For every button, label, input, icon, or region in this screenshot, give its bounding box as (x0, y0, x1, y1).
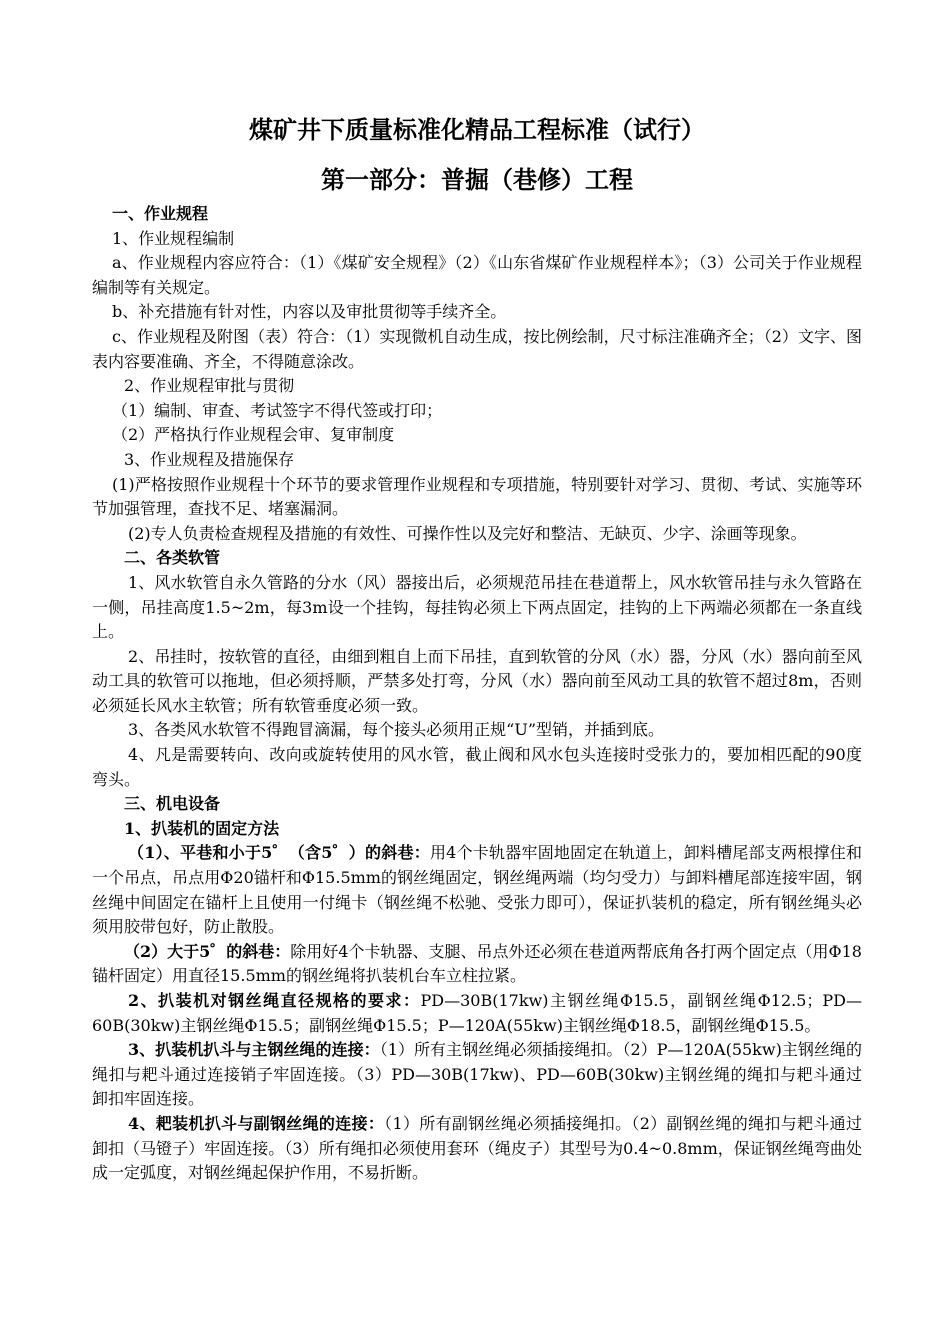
paragraph-1b: b、补充措施有针对性，内容以及审批贯彻等手续齐全。 (112, 302, 507, 322)
paragraph-1-3-2: (2)专人负责检查规程及措施的有效性、可操作性以及完好和整洁、无缺页、少字、涂画等现象。 (128, 523, 807, 543)
subheading-1-2: 2、作业规程审批与贯彻 (124, 376, 295, 396)
paragraph-3-5-lead: 4、耙装机扒斗与副钢丝绳的连接： (128, 1113, 385, 1133)
paragraph-3-3-lead: 2、扒装机对钢丝绳直径规格的要求： (128, 991, 421, 1010)
paragraph-3-4-text: （1）所有主钢丝绳必须插接绳扣。（2）P—120A(55kw)主钢丝绳的绳扣与耙斗通过连接销子牢固连接。（3）PD—30B(17kw)、PD—60B(30kw)主钢丝绳的绳扣与耙斗通过卸扣牢固连接。 (92, 1040, 862, 1109)
paragraph-1-3-1: (1)严格按照作业规程十个环节的要求管理作业规程和专项措施，特别要针对学习、贯彻、考试、实施等环节加强管理，查找不足、堵塞漏洞。 (92, 474, 862, 519)
paragraph-2-4: 4、凡是需要转向、改向或旋转使用的风水管，截止阀和风水包头连接时受张力的，要加相匹配的90度弯头。 (92, 745, 862, 789)
paragraph-2-3: 3、各类风水软管不得跑冒滴漏，每个接头必须用正规“U”型销，并插到底。 (128, 720, 665, 740)
paragraph-1-2-2: （2）严格执行作业规程会审、复审制度 (112, 425, 395, 445)
paragraph-2-1: 1、风水软管自永久管路的分水（风）器接出后，必须规范吊挂在巷道帮上，风水软管吊挂与永久管路在一侧，吊挂高度1.5~2m，每3m设一个挂钩，每挂钩必须上下两点固定，挂钩的上下两端必须都在一条直线上。 (92, 572, 862, 642)
paragraph-3-1-text: 用4个卡轨器牢固地固定在轨道上，卸料槽尾部支两根撑住和一个吊点，吊点用Φ20锚杆和Φ15.5mm的钢丝绳固定，钢丝绳两端（均匀受力）与卸料槽尾部连接牢固，钢丝绳中间固定在锚杆上且使用一付绳卡（钢丝绳不松驰、受张力即可），保证扒装机的稳定，所有钢丝绳头必须用胶带包好，防止散股。 (92, 843, 862, 937)
paragraph-3-2-lead: （2）大于5゜的斜巷： (124, 941, 291, 961)
subheading-1-3: 3、作业规程及措施保存 (124, 449, 295, 469)
paragraph-3-4-lead: 3、扒装机扒斗与主钢丝绳的连接： (128, 1040, 380, 1060)
paragraph-3-1-lead: （1）、平巷和小于5゜（含5゜）的斜巷： (128, 843, 430, 863)
paragraph-1-2-1: （1）编制、审查、考试签字不得代签或打印； (112, 400, 443, 420)
section-heading-3: 三、机电设备 (124, 794, 221, 814)
paragraph-1a: a、作业规程内容应符合：（1）《煤矿安全规程》（2）《山东省煤矿作业规程样本》；（3）公司关于作业规程编制等有关规定。 (92, 253, 862, 297)
paragraph-3-4 (92, 1038, 862, 1112)
paragraph-3-1 (92, 841, 862, 939)
paragraph-3-5-text: （1）所有副钢丝绳必须插接绳扣。（2）副钢丝绳的绳扣与耙斗通过卸扣（马镫子）牢固连接。（3）所有绳扣必须使用套环（绳皮子）其型号为0.4~0.8mm，保证钢丝绳弯曲处成一定弧度，对钢丝绳起保护作用，不易折断。 (92, 1113, 862, 1183)
paragraph-1c: c、作业规程及附图（表）符合：（1）实现微机自动生成，按比例绘制，尺寸标注准确齐全；（2）文字、图表内容要准确、齐全，不得随意涂改。 (92, 326, 862, 371)
subheading-1-1: 1、作业规程编制 (112, 228, 235, 248)
document-subtitle: 第一部分：普掘（巷修）工程 (321, 165, 633, 194)
document-title: 煤矿井下质量标准化精品工程标准（试行） (249, 115, 705, 144)
paragraph-3-3-text: PD—30B(17kw)主钢丝绳Φ15.5，副钢丝绳Φ12.5；PD—60B(30kw)主钢丝绳Φ15.5；副钢丝绳Φ15.5；P—120A(55kw)主钢丝绳Φ18.5，副钢丝绳Φ15.5。 (92, 991, 862, 1035)
document-body (92, 202, 862, 1186)
paragraph-3-2-text: 除用好4个卡轨器、支腿、吊点外还必须在巷道两帮底角各打两个固定点（用Φ18锚杆固定）用直径15.5mm的钢丝绳将扒装机台车立柱拉紧。 (92, 941, 862, 986)
section-heading-1: 一、作业规程 (112, 204, 209, 223)
paragraph-3-2 (92, 940, 862, 989)
paragraph-3-5 (92, 1112, 862, 1186)
subheading-3-1: 1、扒装机的固定方法 (124, 818, 280, 838)
section-heading-2: 二、各类软管 (124, 548, 221, 568)
paragraph-3-3 (92, 989, 862, 1038)
paragraph-2-2: 2、吊挂时，按软管的直径，由细到粗自上而下吊挂，直到软管的分风（水）器，分风（水）器向前至风动工具的软管可以拖地，但必须捋顺，严禁多处打弯，分风（水）器向前至风动工具的软管不超过8m，否则必须延长风水主软管；所有软管垂度必须一致。 (92, 646, 862, 715)
